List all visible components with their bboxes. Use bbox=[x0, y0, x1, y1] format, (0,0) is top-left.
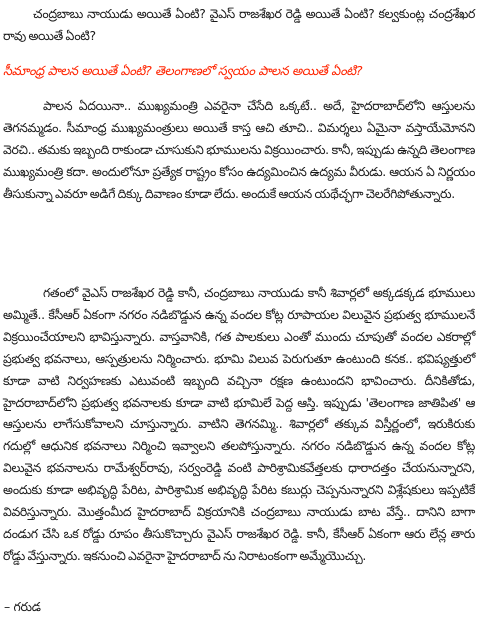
body-paragraph-2: గతంలో వైఎస్ రాజశేఖర రెడ్డి కానీ, చంద్రబాబు నాయుడు కానీ శివార్లలో అక్కడక్కడ భూములు అమ్మితే.. కేసీఆర్ ఏకంగా నగరం నడిబొడ్డున ఉన్న వందల కోట్ల రూపాయల విలువైన ప్రభుత్వ భూములనే విక్రయించేయాలని భావిస్తున్నారు. వాస్తవానికి, గత పాలకులు ఎంతో ముందు చూపుతో వందల ఎకరాల్లో ప్రభుత్వ భవనాలు, ఆస్పత్రులను నిర్మించారు. భూమి విలువ పెరుగుతూ ఉంటుంది కనక.. భవిష్యత్తులో కూడా వాటి నిర్వహణకు ఎటువంటి ఇబ్బంది వచ్చినా రక్షణ ఉంటుందని భావించారు. దీనికితోడు, హైదరాబాద్‌లోని ప్రభుత్వ భవనాలకు కూడా వాటి భూమిలే పెద్ద ఆస్తి. ఇప్పుడు 'తెలంగాణ జాతిపిత' ఆ ఆస్తులను లాగేసుకోవాలని చూస్తున్నారు. వాటిని తెగనమ్మి.. శివార్లలో తక్కువ విస్తీర్ణంలో, ఇరుకిరుకు గదుల్లో ఆధునిక భవనాలు నిర్మించి ఇవ్వాలని తలపోస్తున్నారు. నగరం నడిబొడ్డున ఉన్న వందల కోట్ల విలువైన భవనాలను రామేశ్వర్‌రావు, సర్వంరెడ్డి వంటి పారిశ్రామికవేత్తలకు ధారాదత్తం చేయనున్నారని, అందుకు కూడా అభివృద్ధి పేరిట, పారిశ్రామిక అభివృద్ధి పేరిట కబుర్లు చెప్పనున్నారని విశ్లేషకులు ఇప్పటికే వివరిస్తున్నారు. మొత్తంమీద హైదరాబాద్ విక్రయానికి చంద్రబాబు నాయుడు బాట వేస్తే.. దానిని బాగా దండుగ చేసి ఒక రోడ్డు రూపం తీసుకొచ్చారు వైఎస్ రాజశేఖర రెడ్డి. కానీ, కేసీఆర్ ఏకంగా ఆరు లేన్ల తారు రోడ్డు వేస్తున్నారు. ఇకనుంచి ఎవరైనా హైదరాబాద్ ను నిరాటంకంగా అమ్మేయొచ్చు. bbox=[3, 285, 475, 563]
section-heading: సీమాంధ్ర పాలన అయితే ఏంటి? తెలంగాణలో స్వయం పాలన అయితే ఏంటి? bbox=[3, 64, 363, 79]
body-paragraph-1: పాలన ఏదయినా.. ముఖ్యమంత్రి ఎవరైనా చేసేది ఒక్కటే.. అదే, హైదరాబాద్‌లోని ఆస్తులను తెగనమ్మడం. సీమాంధ్ర ముఖ్యమంత్రులు అయితే కాస్త ఆచి తూచి.. విమర్శలు ఏమైనా వస్తాయేమోనని వెరచి.. తమకు ఇబ్బంది రాకుండా చూసుకుని భూములను విక్రయించారు. కానీ, ఇప్పుడు ఉన్నది తెలంగాణ ముఖ్యమంత్రి కదా. అందులోనూ ప్రత్యేక రాష్ట్రం కోసం ఉద్యమించిన ఉద్యమ వీరుడు. ఆయన ఏ నిర్ణయం తీసుకున్నా ఎవరూ అడిగే దిక్కు దివాణం కూడా లేదు. అందుకే ఆయన యథేచ్ఛగా చెలరేగిపోతున్నారు. bbox=[3, 98, 475, 201]
author-signature: – గరుడ bbox=[4, 599, 41, 614]
intro-paragraph: చంద్రబాబు నాయుడు అయితే ఏంటి? వైఎస్ రాజశేఖర రెడ్డి అయితే ఏంటి? కల్వకుంట్ల చంద్రశేఖర రావు అయితే ఏంటి? bbox=[3, 6, 475, 43]
